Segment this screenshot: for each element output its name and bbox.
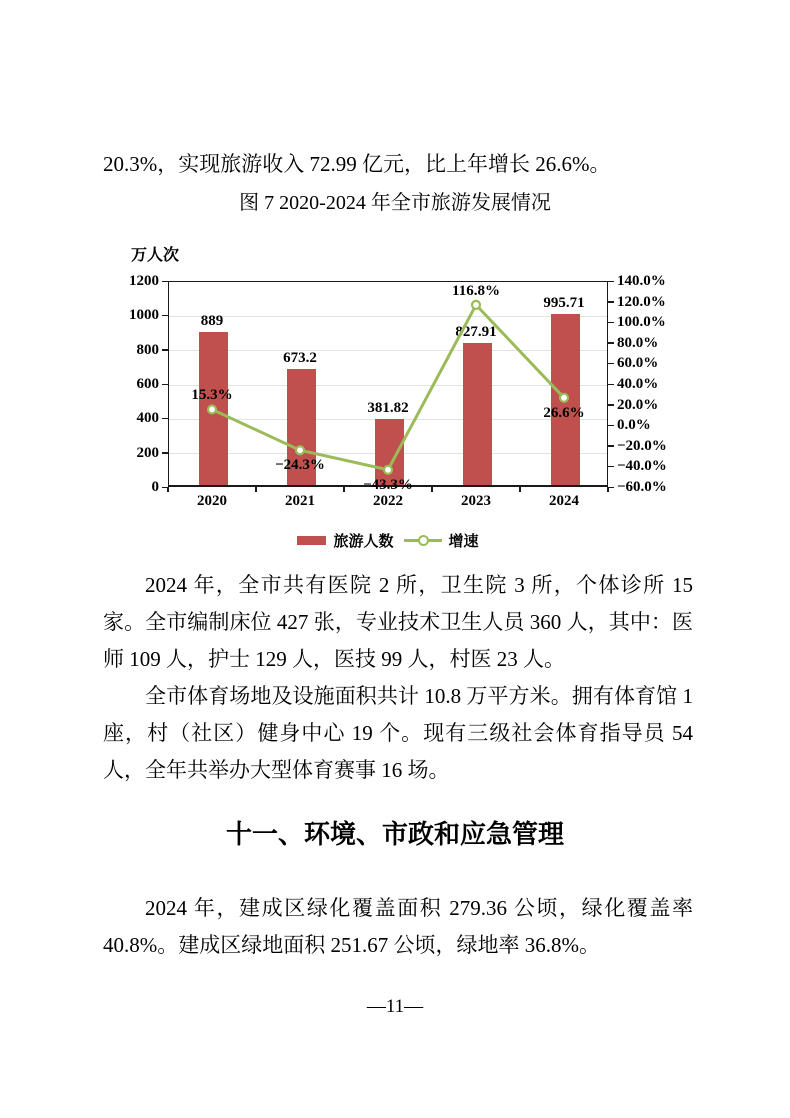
right-axis-tick <box>608 322 614 324</box>
x-axis-tick <box>255 487 257 492</box>
line-value-label: −43.3% <box>363 476 413 493</box>
right-axis-tick <box>608 363 614 365</box>
right-axis-tick-label: 80.0% <box>617 334 659 351</box>
x-axis-tick <box>431 487 433 492</box>
legend-item-visitors <box>297 530 393 551</box>
intro-paragraph: 20.3%，实现旅游收入 72.99 亿元，比上年增长 26.6%。 <box>103 152 611 176</box>
environment-paragraph: 2024 年，建成区绿化覆盖面积 279.36 公顷，绿化覆盖率 40.8%。建成区绿地面积 251.67 公顷，绿地率 36.8%。 <box>103 896 693 957</box>
sports-paragraph: 全市体育场地及设施面积共计 10.8 万平方米。拥有体育馆 1 座，村（社区）健身中心 19 个。现有三级社会体育指导员 54 人，全年共举办大型体育赛事 16 场。 <box>103 684 693 782</box>
right-axis-tick <box>608 404 614 406</box>
right-axis-tick-label: −60.0% <box>617 479 667 495</box>
right-axis-tick <box>608 487 614 489</box>
x-axis-category-label: 2022 <box>373 493 403 509</box>
right-axis-tick <box>608 425 614 427</box>
line-swatch-icon <box>404 536 442 545</box>
left-axis-tick-label: 600 <box>136 376 159 392</box>
bar-value-label: 889 <box>200 313 224 330</box>
left-axis-tick-label: 800 <box>136 341 159 358</box>
x-axis-category-label: 2020 <box>197 493 227 509</box>
y-axis-unit-label: 万人次 <box>131 247 180 264</box>
x-axis-tick <box>343 487 345 492</box>
growth-line-series <box>168 281 608 487</box>
right-axis-tick-label: 20.0% <box>617 396 659 413</box>
figure-title: 图 7 2020-2024 年全市旅游发展情况 <box>239 192 551 214</box>
x-axis-category-label: 2024 <box>549 493 579 509</box>
health-paragraph: 2024 年，全市共有医院 2 所，卫生院 3 所，个体诊所 15 家。全市编制床位 427 张，专业技术卫生人员 360 人，其中：医师 109 人，护士 129 人，医技 99 人，村医 23 人。 <box>103 573 693 671</box>
bar-value-label: 995.71 <box>543 295 585 312</box>
line-value-label: 116.8% <box>452 282 500 299</box>
x-axis-category-label: 2021 <box>285 493 315 509</box>
section-heading: 十一、环境、市政和应急管理 <box>225 819 564 849</box>
legend-label-visitors: 旅游人数 <box>333 534 394 550</box>
x-axis-category-label: 2023 <box>461 493 491 509</box>
right-axis-tick-label: −20.0% <box>617 437 667 454</box>
line-point-marker <box>472 301 480 309</box>
left-axis-tick-label: 1000 <box>129 307 159 324</box>
legend-label-growth: 增速 <box>448 534 479 550</box>
right-axis-tick <box>608 384 614 386</box>
chart-legend <box>168 530 608 551</box>
line-point-marker <box>384 466 392 474</box>
right-axis-tick-label: 60.0% <box>617 355 659 372</box>
x-axis-tick <box>167 487 169 492</box>
bar-value-label: 673.2 <box>283 350 317 367</box>
right-axis-tick <box>608 342 614 344</box>
right-axis-tick <box>608 281 614 283</box>
x-axis-tick <box>519 487 521 492</box>
line-value-label: −24.3% <box>275 457 325 474</box>
line-marker-icon <box>418 535 429 546</box>
bar-value-label: 381.82 <box>367 400 409 417</box>
right-axis-tick-label: 140.0% <box>617 273 666 289</box>
left-axis-tick-label: 1200 <box>129 273 159 289</box>
right-axis-tick-label: 120.0% <box>617 293 666 310</box>
line-value-label: 26.6% <box>543 404 585 421</box>
bar-swatch-icon <box>297 536 326 545</box>
line-value-label: 15.3% <box>191 387 233 404</box>
left-axis-tick-label: 400 <box>136 410 159 427</box>
right-axis-tick <box>608 445 614 447</box>
right-axis-tick <box>608 466 614 468</box>
right-axis-tick-label: −40.0% <box>617 458 667 475</box>
page-number: —11— <box>366 996 424 1017</box>
line-point-marker <box>296 446 304 454</box>
right-axis-tick-label: 40.0% <box>617 376 659 392</box>
legend-item-growth <box>404 530 479 551</box>
right-axis-tick-label: 100.0% <box>617 314 666 331</box>
right-axis-tick <box>608 301 614 303</box>
left-axis-tick-label: 200 <box>136 444 159 461</box>
right-axis-tick-label: 0.0% <box>617 417 651 434</box>
tourism-chart <box>0 238 790 560</box>
line-point-marker <box>208 405 216 413</box>
left-axis-tick-label: 0 <box>151 479 159 495</box>
line-point-marker <box>560 394 568 402</box>
x-axis-tick <box>607 487 609 492</box>
bar-value-label: 827.91 <box>455 323 497 340</box>
